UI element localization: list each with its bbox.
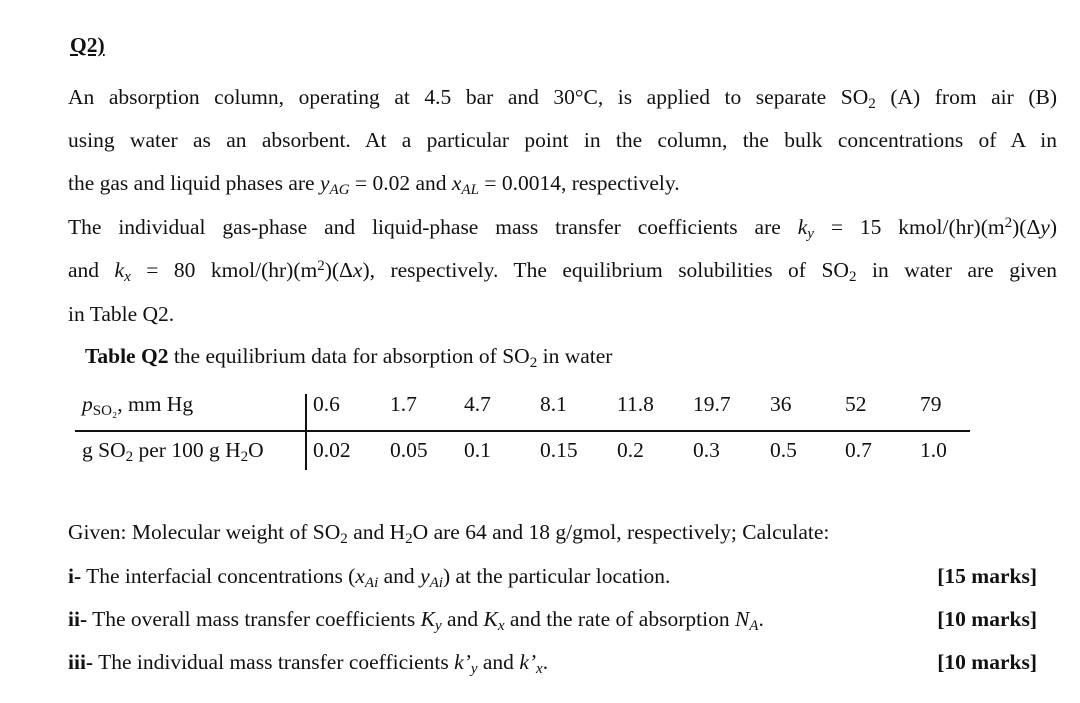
table-cell: 11.8 — [617, 392, 654, 416]
given-text — [68, 520, 829, 548]
text-segment: the equilibrium data for absorption of SO — [168, 344, 530, 368]
table-cell: 52 — [845, 392, 867, 416]
table-cell: 0.3 — [693, 438, 720, 462]
text-segment: Ai — [364, 574, 379, 591]
table-cell: 0.05 — [390, 438, 428, 462]
text-segment: in water are given — [856, 258, 1057, 282]
text-segment: = 15 kmol/(hr)(m — [813, 215, 1005, 239]
paragraph-line — [68, 85, 1057, 113]
text-segment: = 0.02 and — [349, 171, 452, 195]
text-segment: SO₂ — [92, 402, 118, 419]
text-segment: (A) from air (B) — [875, 85, 1057, 109]
text-segment: y — [319, 171, 330, 195]
text-segment: N — [734, 607, 750, 631]
text-segment: and the rate of absorption — [504, 607, 735, 631]
text-segment: and — [378, 564, 421, 588]
text-segment: Ai — [429, 574, 443, 591]
text-segment: and — [68, 258, 115, 282]
question-iii — [68, 650, 548, 678]
text-segment: = 80 kmol/(hr)(m — [130, 258, 318, 282]
table-cell: 79 — [920, 392, 942, 416]
text-segment: ) — [1049, 215, 1057, 239]
text-segment: The individual mass transfer coefficients — [93, 650, 455, 674]
table-cell: 0.6 — [313, 392, 340, 416]
text-segment: The overall mass transfer coefficients — [87, 607, 421, 631]
text-segment: x — [451, 171, 462, 195]
row-label-solubility — [82, 438, 264, 466]
text-segment: AG — [329, 181, 350, 198]
paragraph-line — [68, 128, 1057, 153]
text-segment: per 100 g H — [133, 438, 241, 462]
table-cell: 0.5 — [770, 438, 797, 462]
table-cell: 0.15 — [540, 438, 578, 462]
text-segment: An absorption column, operating at 4.5 bar and 30°C, is applied to separate SO — [68, 85, 869, 109]
text-segment: O are 64 and 18 g/gmol, respectively; Calculate: — [412, 520, 830, 544]
text-segment: k’ — [519, 650, 537, 674]
text-segment: K — [420, 607, 435, 631]
text-segment: . — [758, 607, 764, 631]
text-segment: 2 — [1004, 215, 1013, 232]
paragraph-line — [68, 171, 1057, 199]
text-segment: . — [542, 650, 549, 674]
text-segment: 2 — [317, 258, 325, 275]
text-segment: )(Δ — [1012, 215, 1041, 239]
text-segment: x — [124, 268, 131, 285]
paragraph-line — [68, 258, 1057, 286]
text-segment: ), respectively. The equilibrium solubilities of SO — [362, 258, 849, 282]
marks-i: [15 marks] — [937, 564, 1037, 588]
table-cell: 1.7 — [390, 392, 417, 416]
table-cell: 0.1 — [464, 438, 491, 462]
table-cell: 0.7 — [845, 438, 872, 462]
text-segment: 2 — [240, 448, 249, 465]
text-segment: The individual gas-phase and liquid-phase mass transfer coefficients are — [68, 215, 798, 239]
paragraph-line — [68, 302, 1057, 327]
text-segment: ) at the particular location. — [442, 564, 671, 588]
text-segment: x — [497, 617, 505, 634]
text-segment: and H — [347, 520, 406, 544]
text-segment: y — [434, 617, 442, 634]
text-segment: 2 — [848, 268, 857, 285]
table-cell: 19.7 — [693, 392, 731, 416]
text-segment: x — [352, 258, 363, 282]
text-segment: i- — [68, 564, 82, 588]
text-segment: y — [807, 225, 814, 242]
text-segment: in Table Q2. — [68, 302, 175, 326]
table-divider — [75, 430, 970, 432]
text-segment: p — [82, 392, 93, 416]
question-heading: Q2) — [70, 33, 105, 57]
text-segment: 2 — [340, 530, 348, 547]
text-segment: 2 — [529, 354, 538, 371]
text-segment: y — [420, 564, 430, 588]
row-label-pressure — [82, 392, 193, 420]
text-segment: in water — [537, 344, 613, 368]
text-segment: O — [248, 438, 264, 462]
text-segment: iii- — [68, 650, 94, 674]
text-segment: , mm Hg — [117, 392, 194, 416]
text-segment: y — [1040, 215, 1050, 239]
text-segment: A — [749, 617, 759, 634]
text-segment: x — [536, 660, 543, 677]
text-segment: x — [355, 564, 365, 588]
text-segment: k — [114, 258, 125, 282]
text-segment: the gas and liquid phases are — [68, 171, 320, 195]
marks-iii: [10 marks] — [937, 650, 1037, 674]
text-segment: = 0.0014, respectively. — [478, 171, 680, 195]
table-vertical-rule — [305, 394, 307, 470]
table-caption — [85, 344, 612, 372]
table-cell: 8.1 — [540, 392, 567, 416]
text-segment: K — [483, 607, 498, 631]
question-ii — [68, 607, 764, 635]
text-segment: using water as an absorbent. At a particular point in the column, the bulk concentrations of A in — [68, 128, 1057, 152]
table-cell: 4.7 — [464, 392, 491, 416]
text-segment: The interfacial concentrations ( — [81, 564, 356, 588]
text-segment: k — [797, 215, 808, 239]
text-segment: k’ — [454, 650, 471, 674]
text-segment: ii- — [68, 607, 88, 631]
text-segment: 2 — [868, 95, 876, 112]
text-segment: AL — [461, 181, 479, 198]
table-cell: 0.02 — [313, 438, 351, 462]
paragraph-line — [68, 215, 1057, 243]
text-segment: Given: Molecular weight of SO — [68, 520, 341, 544]
table-cell: 0.2 — [617, 438, 644, 462]
text-segment: 2 — [125, 448, 134, 465]
text-segment: y — [470, 660, 478, 677]
table-cell: 36 — [770, 392, 792, 416]
text-segment: )(Δ — [324, 258, 353, 282]
marks-ii: [10 marks] — [937, 607, 1037, 631]
table-cell: 1.0 — [920, 438, 947, 462]
text-segment: g SO — [82, 438, 126, 462]
question-i — [68, 564, 670, 592]
text-segment: Table Q2 — [85, 344, 169, 368]
text-segment: 2 — [405, 530, 413, 547]
text-segment: and — [477, 650, 520, 674]
text-segment: and — [441, 607, 484, 631]
